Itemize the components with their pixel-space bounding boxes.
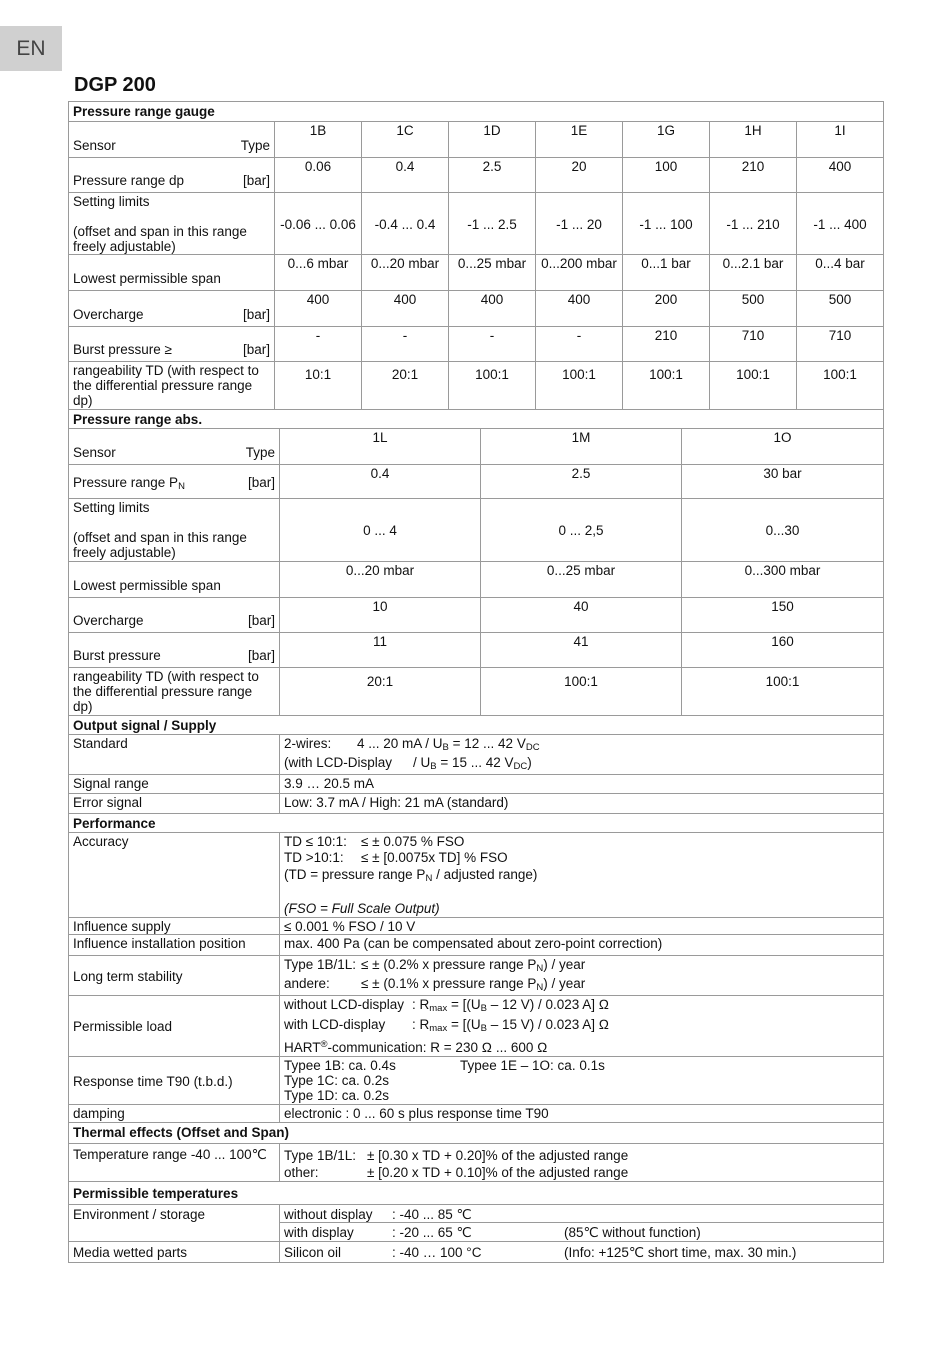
value-cell: 0.4: [362, 158, 449, 193]
value-cell: 100: [623, 158, 710, 193]
value-cell: 0...30: [682, 499, 884, 562]
long-term-stability-value: Type 1B/1L: ≤ ± (0.2% x pressure range $P_N$) / year andere: ≤ ± (0.1% x pressure range $P_N$) / year: [280, 956, 884, 996]
value-cell: -1 ... 400: [797, 193, 884, 255]
section-heading: Pressure range abs.: [69, 410, 884, 429]
value-cell: 11: [280, 633, 481, 668]
value-cell: 500: [710, 291, 797, 327]
value-cell: -: [449, 327, 536, 362]
value-cell: 100:1: [449, 362, 536, 410]
media-wetted-parts-value: Silicon oil : -40 … 100 °C (Info: +125℃ short time, max. 30 min.): [280, 1242, 884, 1263]
response-time-value: Typee 1B: ca. 0.4s Typee 1E – 1O: ca. 0.1s Type 1C: ca. 0.2s Type 1D: ca. 0.2s: [280, 1057, 884, 1105]
value-cell: 0...300 mbar: [682, 562, 884, 598]
value-cell: 0...6 mbar: [275, 255, 362, 291]
value-cell: -0.06 ... 0.06: [275, 193, 362, 255]
value-cell: 41: [481, 633, 682, 668]
value-cell: 160: [682, 633, 884, 668]
row-label-temperature-range: Temperature range -40 ... 100℃: [69, 1144, 280, 1182]
row-label-damping: damping: [69, 1105, 280, 1123]
row-label-setting-limits: Setting limits (offset and span in this range freely adjustable): [69, 499, 280, 562]
value-cell: 20:1: [362, 362, 449, 410]
value-cell: 400: [362, 291, 449, 327]
value-cell: 100:1: [797, 362, 884, 410]
gauge-pressure-table: [68, 101, 884, 410]
row-label-environment-storage: Environment / storage: [69, 1205, 280, 1242]
section-heading: Pressure range gauge: [69, 102, 884, 122]
value-cell: 400: [449, 291, 536, 327]
sensor-type-cell: 1C: [362, 122, 449, 158]
sensor-type-cell: 1L: [280, 429, 481, 465]
language-tab[interactable]: EN: [0, 26, 62, 71]
value-cell: 20:1: [280, 668, 481, 716]
row-label-setting-limits: Setting limits (offset and span in this range freely adjustable): [69, 193, 275, 255]
value-cell: 400: [797, 158, 884, 193]
row-label-media-wetted-parts: Media wetted parts: [69, 1242, 280, 1263]
value-cell: 400: [536, 291, 623, 327]
value-cell: 0.4: [280, 465, 481, 499]
value-cell: 20: [536, 158, 623, 193]
sensor-type-cell: 1E: [536, 122, 623, 158]
value-cell: 210: [623, 327, 710, 362]
row-label-pressure-range: Pressure range $P_N$ [bar]: [69, 465, 280, 499]
value-cell: 200: [623, 291, 710, 327]
environment-with-display: with display : -20 ... 65 ℃ (85℃ without function): [280, 1223, 884, 1242]
row-label-pressure-range: Pressure range dp [bar]: [69, 158, 275, 193]
specifications-table: [68, 715, 884, 1263]
value-cell: 100:1: [682, 668, 884, 716]
sensor-type-cell: 1H: [710, 122, 797, 158]
environment-without-display: without display : -40 ... 85 ℃: [280, 1205, 884, 1223]
value-cell: -: [275, 327, 362, 362]
value-cell: 0...25 mbar: [481, 562, 682, 598]
row-label-permissible-load: Permissible load: [69, 996, 280, 1057]
value-cell: -1 ... 2.5: [449, 193, 536, 255]
value-cell: 2.5: [449, 158, 536, 193]
value-cell: 30 bar: [682, 465, 884, 499]
row-label-long-term-stability: Long term stability: [69, 956, 280, 996]
value-cell: -1 ... 210: [710, 193, 797, 255]
value-cell: 710: [797, 327, 884, 362]
absolute-pressure-table: [68, 409, 884, 716]
accuracy-value: TD ≤ 10:1: ≤ ± 0.075 % FSO TD >10:1: ≤ ± [0.0075x TD] % FSO (TD = pressure range $P_N$ / adjusted range) (FSO = Full Scale Output): [280, 833, 884, 918]
value-cell: 0...1 bar: [623, 255, 710, 291]
row-label-sensor: Sensor Type: [69, 122, 275, 158]
row-label-burst-pressure: Burst pressure ≥ [bar]: [69, 327, 275, 362]
value-cell: -: [536, 327, 623, 362]
row-label-burst-pressure: Burst pressure [bar]: [69, 633, 280, 668]
document-title: DGP 200: [74, 74, 156, 96]
value-cell: 0 ... 2,5: [481, 499, 682, 562]
value-cell: 0...20 mbar: [362, 255, 449, 291]
row-label-influence-installation: Influence installation position: [69, 935, 280, 956]
row-label-standard: Standard: [69, 735, 280, 775]
thermal-effects-value: Type 1B/1L: ± [0.30 x TD + 0.20]% of the adjusted range other: ± [0.20 x TD + 0.10]% of the adjusted range: [280, 1144, 884, 1182]
row-label-lowest-span: Lowest permissible span: [69, 562, 280, 598]
row-label-rangeability: rangeability TD (with respect to the differential pressure range dp): [69, 362, 275, 410]
row-label-rangeability: rangeability TD (with respect to the differential pressure range dp): [69, 668, 280, 716]
value-cell: -0.4 ... 0.4: [362, 193, 449, 255]
row-label-signal-range: Signal range: [69, 775, 280, 794]
permissible-load-value: without LCD-display : $R_{max} = [(U_B - 12$ V) / 0.023 A] Ω with LCD-display : $R_{max} = [(U_B - 15$ V) / 0.023 A] Ω HART®-communication: R = 230 Ω ... 600 Ω: [280, 996, 884, 1057]
row-label-accuracy: Accuracy: [69, 833, 280, 918]
value-cell: 0...4 bar: [797, 255, 884, 291]
signal-range-value: 3.9 … 20.5 mA: [280, 775, 884, 794]
row-label-overcharge: Overcharge [bar]: [69, 291, 275, 327]
value-cell: -1 ... 20: [536, 193, 623, 255]
section-heading: Output signal / Supply: [69, 716, 884, 735]
value-cell: -: [362, 327, 449, 362]
value-cell: 10: [280, 598, 481, 633]
value-cell: -1 ... 100: [623, 193, 710, 255]
value-cell: 0 ... 4: [280, 499, 481, 562]
row-label-response-time: Response time T90 (t.b.d.): [69, 1057, 280, 1105]
sensor-type-cell: 1B: [275, 122, 362, 158]
section-heading: Performance: [69, 814, 884, 833]
value-cell: 2.5: [481, 465, 682, 499]
row-label-error-signal: Error signal: [69, 794, 280, 814]
value-cell: 100:1: [536, 362, 623, 410]
value-cell: 0...25 mbar: [449, 255, 536, 291]
influence-supply-value: ≤ 0.001 % FSO / 10 V: [280, 918, 884, 935]
section-heading: Thermal effects (Offset and Span): [69, 1123, 884, 1144]
value-cell: 710: [710, 327, 797, 362]
row-label-overcharge: Overcharge [bar]: [69, 598, 280, 633]
value-cell: 10:1: [275, 362, 362, 410]
damping-value: electronic : 0 ... 60 s plus response time T90: [280, 1105, 884, 1123]
standard-value: 2-wires: 4 ... 20 mA / $U_B = 12$ ... 42 $V_{DC}$ (with LCD-Display / $U_B = 15$ ... 42 $V_{DC}$): [280, 735, 884, 775]
section-heading: Permissible temperatures: [69, 1182, 884, 1205]
sensor-type-cell: 1M: [481, 429, 682, 465]
sensor-type-cell: 1G: [623, 122, 710, 158]
row-label-lowest-span: Lowest permissible span: [69, 255, 275, 291]
value-cell: 400: [275, 291, 362, 327]
value-cell: 100:1: [710, 362, 797, 410]
value-cell: 100:1: [623, 362, 710, 410]
error-signal-value: Low: 3.7 mA / High: 21 mA (standard): [280, 794, 884, 814]
row-label-influence-supply: Influence supply: [69, 918, 280, 935]
sensor-type-cell: 1I: [797, 122, 884, 158]
value-cell: 0...20 mbar: [280, 562, 481, 598]
sensor-type-cell: 1O: [682, 429, 884, 465]
sensor-type-cell: 1D: [449, 122, 536, 158]
influence-installation-value: max. 400 Pa (can be compensated about zero-point correction): [280, 935, 884, 956]
value-cell: 100:1: [481, 668, 682, 716]
value-cell: 0...200 mbar: [536, 255, 623, 291]
value-cell: 150: [682, 598, 884, 633]
row-label-sensor: Sensor Type: [69, 429, 280, 465]
value-cell: 210: [710, 158, 797, 193]
value-cell: 0...2.1 bar: [710, 255, 797, 291]
value-cell: 0.06: [275, 158, 362, 193]
value-cell: 500: [797, 291, 884, 327]
value-cell: 40: [481, 598, 682, 633]
